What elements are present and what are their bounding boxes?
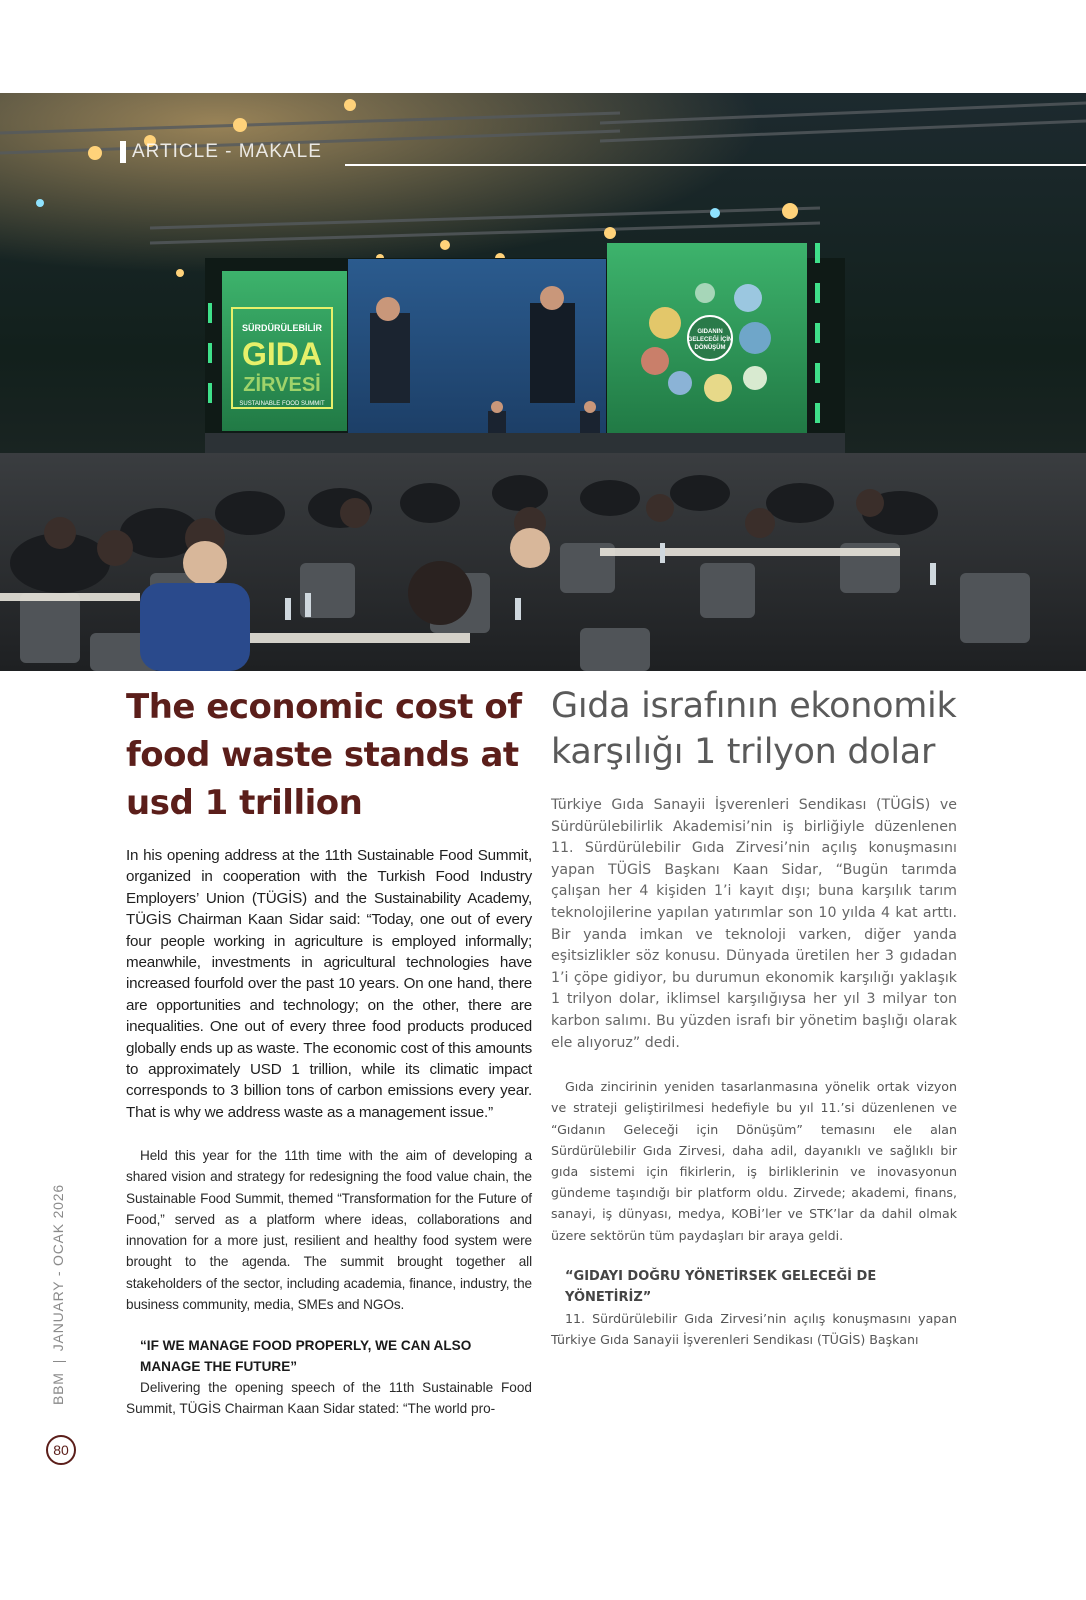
english-body: Held this year for the 11th time with the aim of developing a shared vision and strategy for redesigning the food value chain, the Sustainable Food Summit, themed “Transformation for the Future of Food,” served as a platform where ideas, collaborations and innovation for a more just, resilient and healthy food system were brought to the agenda. The summit brought together all stakeholders of the sector, including academia, finance, industry, the business community, media, SMEs and NGOs. bbox=[126, 1148, 532, 1312]
issue-date: JANUARY - OCAK 2026 bbox=[50, 1184, 66, 1352]
screen-right-line2: GELECEĞİ İÇİN bbox=[687, 337, 733, 343]
screen-right-line1: GIDANIN bbox=[697, 329, 723, 335]
screen-left-line1: SÜRDÜRÜLEBİLİR bbox=[242, 323, 322, 333]
screen-right-line3: DÖNÜŞÜM bbox=[694, 345, 726, 351]
section-label-text: ARTICLE - MAKALE bbox=[132, 141, 322, 162]
side-separator bbox=[53, 1361, 66, 1362]
page-number: 80 bbox=[46, 1435, 76, 1465]
english-tail: Delivering the opening speech of the 11th Sustainable Food Summit, TÜGİS Chairman Kaan Sidar stated: “The world pro- bbox=[126, 1379, 532, 1417]
side-caption bbox=[50, 1184, 66, 1405]
turkish-subheading: “GIDAYI DOĞRU YÖNETİRSEK GELECEĞİ DE YÖNETİRİZ” bbox=[565, 1268, 877, 1305]
turkish-title: Gıda israfının ekonomik karşılığı 1 trilyon dolar bbox=[551, 686, 957, 772]
magazine-name: BBM bbox=[50, 1372, 66, 1405]
turkish-body: Gıda zincirinin yeniden tasarlanmasına yönelik ortak vizyon ve strateji geliştirilmesi hedefiyle bu yıl 11.’si düzenlenen ve “Gıdanın Geleceği için Dönüşüm” temasını ele alan Sürdürülebilir Gıda Zirvesi, daha adil, dayanıklı ve sağlıklı bir gıda sistemi için fikirlerin, iş birliklerinin ve inovasyonun gündeme taşındığı bir platform oldu. Zirvede; akademi, finans, sanayi, iş dünyası, medya, KOBİ’ler ve STK’lar da dahil olmak üzere sektörün tüm paydaşları bir araya geldi. bbox=[551, 1079, 957, 1243]
section-rule bbox=[345, 164, 1086, 166]
english-subheading: “IF WE MANAGE FOOD PROPERLY, WE CAN ALSO MANAGE THE FUTURE” bbox=[140, 1337, 472, 1374]
section-bar bbox=[120, 141, 126, 163]
turkish-tail: 11. Sürdürülebilir Gıda Zirvesi’nin açılış konuşmasını yapan Türkiye Gıda Sanayii İşverenleri Sendikası (TÜGİS) Başkanı bbox=[551, 1310, 957, 1347]
english-column bbox=[126, 683, 532, 1419]
turkish-lead: Türkiye Gıda Sanayii İşverenleri Sendikası (TÜGİS) ve Sürdürülebilirlik Akademisi’nin iş birliğiyle düzenlenen 11. Sürdürülebilir Gıda Zirvesi’nin açılış konuşmasını yapan TÜGİS Başkanı Kaan Sidar, “Bugün tarımda çalışan her 4 kişiden 1’i kayıt dışı; buna karşılık tarım teknolojilerine yapılan yatırımlar son 10 yılda 4 kat arttı. Bir yanda imkan ve teknoloji varken, diğer yanda eşitsizlikler söz konusu. Dünyada üretilen her 3 gıdadan 1’i çöpe gidiyor, bu durumun ekonomik karşılığı yaklaşık 1 trilyon dolar, iklimsel karşılığıysa her yıl 3 milyar ton karbon salımı. Bu yüzden israfı bir yönetim başlığı olarak ele alıyoruz” dedi. bbox=[551, 797, 957, 1051]
screen-left-line2: GIDA bbox=[242, 336, 322, 372]
screen-left-line4: SUSTAINABLE FOOD SUMMIT bbox=[239, 401, 325, 407]
conference-photo bbox=[0, 93, 1086, 671]
section-label bbox=[120, 139, 322, 165]
english-title: The economic cost of food waste stands at usd 1 trillion bbox=[126, 687, 522, 823]
english-lead: In his opening address at the 11th Sustainable Food Summit, organized in cooperation with the Turkish Food Industry Employers’ Union (TÜGİS) and the Sustainability Academy, TÜGİS Chairman Kaan Sidar said: “Today, one out of every four people working in agriculture is employed informally; meanwhile, investments in agricultural technologies have increased fourfold over the past 10 years. On one hand, there are opportunities and technology; on the other, there are inequalities. One out of every three food products produced globally ends up as waste. The economic cost of this amounts to approximately USD 1 trillion, while its climatic impact corresponds to 3 billion tons of carbon emissions every year. That is why we address waste as a management issue.” bbox=[126, 847, 532, 1121]
screen-left-line3: ZİRVESİ bbox=[243, 374, 321, 396]
turkish-column bbox=[551, 683, 957, 1350]
